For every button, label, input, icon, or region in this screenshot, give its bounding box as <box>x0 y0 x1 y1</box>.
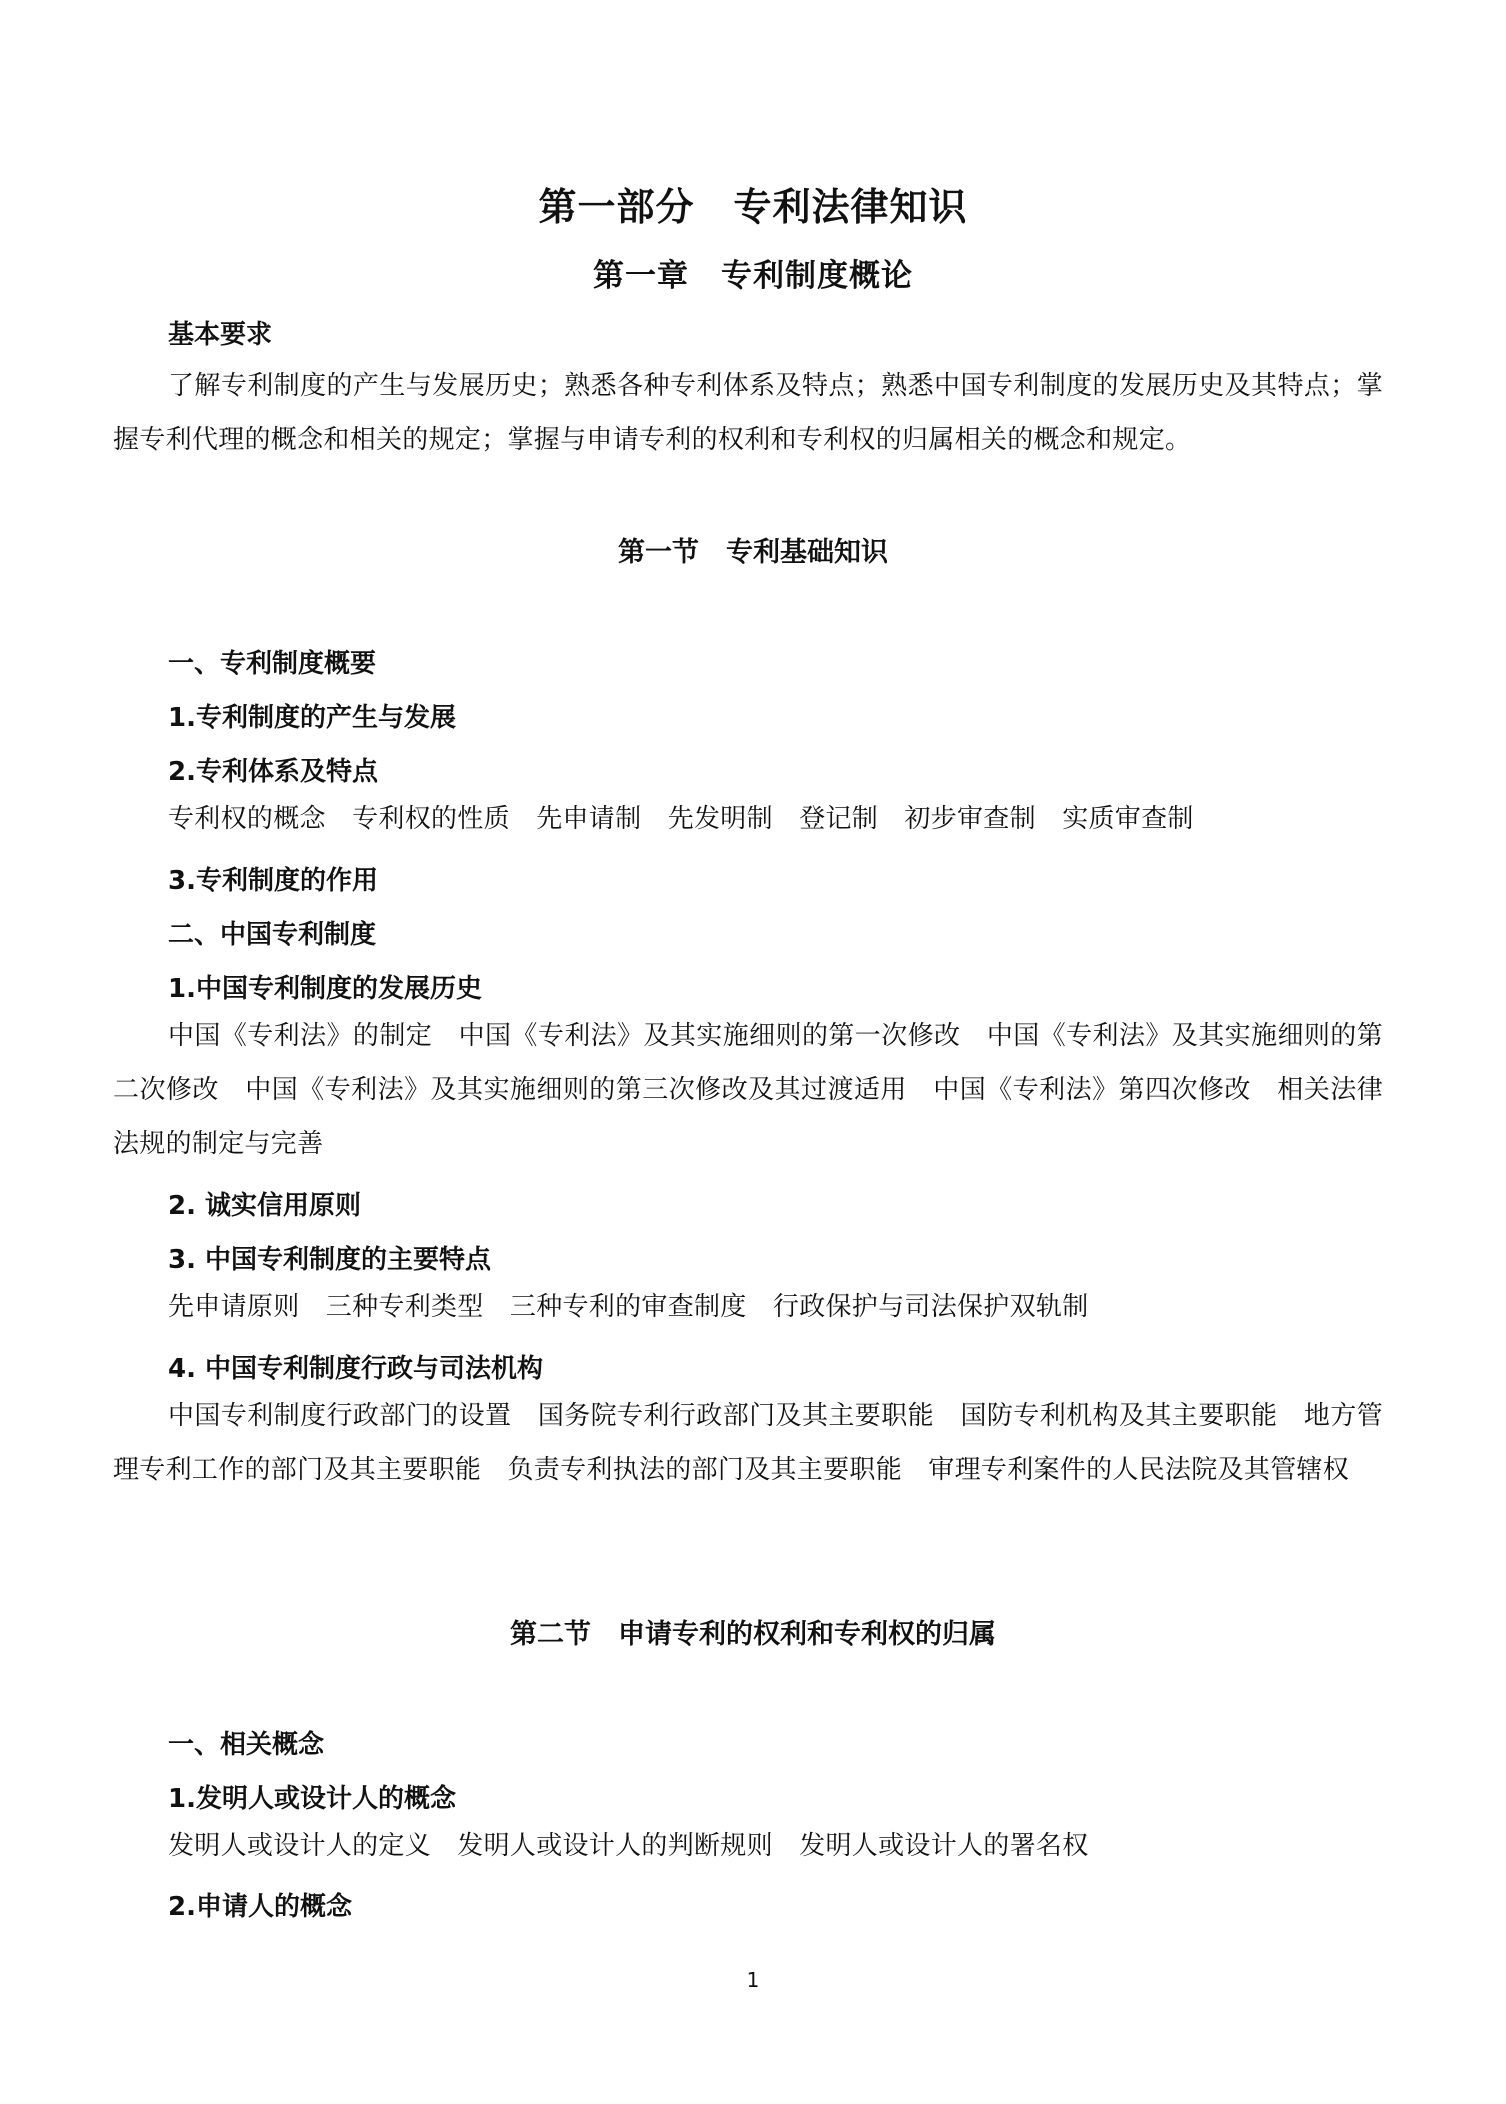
chapter-title: 第一章 专利制度概论 <box>593 258 913 294</box>
section-2-part-1-heading: 一、相关概念 <box>168 1730 325 1760</box>
section-1-item-7-heading: 4. 中国专利制度行政与司法机构 <box>168 1354 544 1384</box>
section-1-part-1-heading: 一、专利制度概要 <box>168 649 377 679</box>
basic-requirements-text: 了解专利制度的产生与发展历史；熟悉各种专利体系及特点；熟悉中国专利制度的发展历史及其特点；掌握专利代理的概念和相关的规定；掌握与申请专利的权利和专利权的归属相关的概念和规定。 <box>113 371 1383 455</box>
section-1-title: 第一节 专利基础知识 <box>618 537 888 568</box>
section-1-item-6-heading: 3. 中国专利制度的主要特点 <box>168 1245 492 1275</box>
section-2-item-1-text: 发明人或设计人的定义 发明人或设计人的判断规则 发明人或设计人的署名权 <box>168 1831 1089 1861</box>
section-1-item-6-text: 先申请原则 三种专利类型 三种专利的审查制度 行政保护与司法保护双轨制 <box>168 1292 1089 1322</box>
section-2-item-1-heading: 1.发明人或设计人的概念 <box>168 1784 456 1814</box>
section-1-item-7-text: 中国专利制度行政部门的设置 国务院专利行政部门及其主要职能 国防专利机构及其主要职能 地方管理专利工作的部门及其主要职能 负责专利执法的部门及其主要职能 审理专利案件的人民法院及其管辖权 <box>113 1401 1383 1485</box>
section-1-item-4-heading: 1.中国专利制度的发展历史 <box>168 974 482 1004</box>
section-2-title: 第二节 申请专利的权利和专利权的归属 <box>510 1619 996 1650</box>
section-1-item-3-heading: 3.专利制度的作用 <box>168 866 378 896</box>
section-1-item-2-heading: 2.专利体系及特点 <box>168 757 378 787</box>
section-2-item-2-heading: 2.申请人的概念 <box>168 1892 352 1922</box>
section-1-part-2-heading: 二、中国专利制度 <box>168 920 377 950</box>
section-1-item-5-heading: 2. 诚实信用原则 <box>168 1191 362 1221</box>
basic-requirements-heading: 基本要求 <box>168 320 273 350</box>
section-1-item-2-text: 专利权的概念 专利权的性质 先申请制 先发明制 登记制 初步审查制 实质审查制 <box>168 804 1194 834</box>
section-1-item-4-text: 中国《专利法》的制定 中国《专利法》及其实施细则的第一次修改 中国《专利法》及其实施细则的第二次修改 中国《专利法》及其实施细则的第三次修改及其过渡适用 中国《专利法》第四次修改 相关法律法规的制定与完善 <box>113 1021 1383 1159</box>
section-1-item-1-heading: 1.专利制度的产生与发展 <box>168 703 456 733</box>
part-title: 第一部分 专利法律知识 <box>538 185 968 229</box>
page-number: 1 <box>746 1968 760 1992</box>
